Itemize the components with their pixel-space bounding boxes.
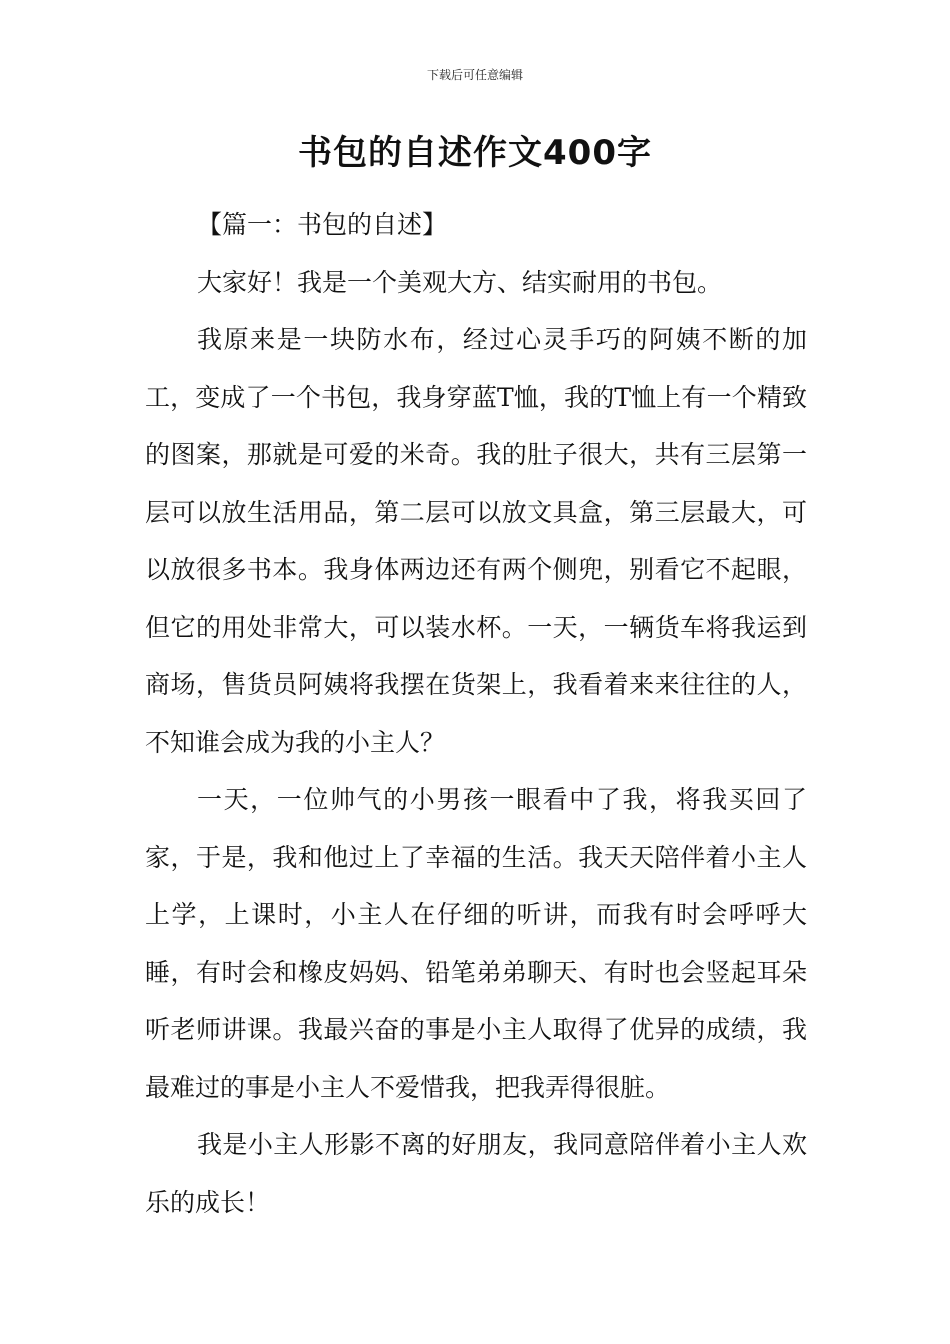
paragraph-ending: 我是小主人形影不离的好朋友，我同意陪伴着小主人欢乐的成长！ [145,1130,807,1217]
document-body [145,196,807,1231]
section-heading: 【篇一：书包的自述】 [197,210,448,239]
header-note: 下载后可任意编辑 [426,68,523,82]
document-title: 书包的自述作文400字 [298,133,652,173]
paragraph-greeting: 大家好！我是一个美观大方、结实耐用的书包。 [197,267,723,297]
paragraph-origin: 我原来是一块防水布，经过心灵手巧的阿姨不断的加工，变成了一个书包，我身穿蓝T恤，我的T恤上有一个精致的图案，那就是可爱的米奇。我的肚子很大，共有三层第一层可以放生活用品，第二层可以放文具盒，第三层最大，可以放很多书本。我身体两边还有两个侧兜，别看它不起眼，但它的用处非常大，可以装水杯。一天，一辆货车将我运到商场，售货员阿姨将我摆在货架上，我看着来来往往的人，不知谁会成为我的小主人？ [145,325,807,757]
paragraph-life: 一天，一位帅气的小男孩一眼看中了我，将我买回了家，于是，我和他过上了幸福的生活。我天天陪伴着小主人上学，上课时，小主人在仔细的听讲，而我有时会呼呼大睡，有时会和橡皮妈妈、铅笔弟弟聊天、有时也会竖起耳朵听老师讲课。我最兴奋的事是小主人取得了优异的成绩，我最难过的事是小主人不爱惜我，把我弄得很脏。 [145,785,807,1102]
